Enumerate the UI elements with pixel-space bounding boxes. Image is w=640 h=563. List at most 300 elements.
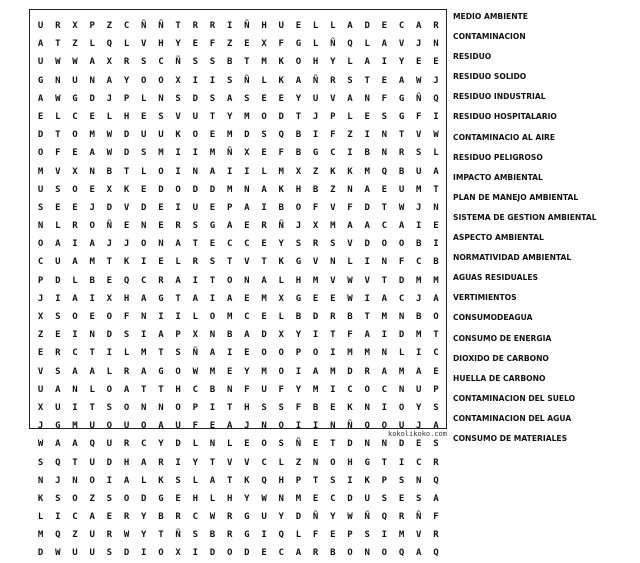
grid-letter: J xyxy=(106,239,113,250)
word-list-item: RESIDUO SOLIDO xyxy=(453,72,527,82)
grid-letter: D xyxy=(364,202,370,213)
grid-letter: O xyxy=(175,184,181,195)
grid-letter: I xyxy=(55,293,61,304)
grid-letter: E xyxy=(244,348,250,359)
grid-letter: M xyxy=(37,530,44,541)
grid-letter: N xyxy=(433,202,439,213)
grid-letter: C xyxy=(244,239,250,250)
grid-letter: E xyxy=(261,312,267,322)
grid-letter: V xyxy=(312,257,319,268)
grid-letter: V xyxy=(330,275,336,286)
word-list-item: DIOXIDO DE CARBONO xyxy=(453,353,549,363)
grid-letter: O xyxy=(295,57,302,68)
grid-letter: O xyxy=(330,457,336,468)
grid-letter: W xyxy=(347,293,353,304)
grid-letter: R xyxy=(330,75,336,86)
grid-letter: S xyxy=(192,221,198,232)
grid-letter: F xyxy=(209,39,216,50)
grid-letter: O xyxy=(226,275,233,286)
grid-letter: I xyxy=(364,130,370,141)
grid-letter: U xyxy=(106,439,113,450)
grid-letter: R xyxy=(398,512,405,523)
word-list-item: PLAN DE MANEJO AMBIENTAL xyxy=(453,192,579,202)
grid-letter: N xyxy=(381,148,388,159)
grid-letter: D xyxy=(398,275,405,286)
grid-letter: E xyxy=(278,93,284,104)
grid-letter: O xyxy=(278,348,284,359)
grid-letter: R xyxy=(226,512,233,523)
grid-letter: E xyxy=(226,366,233,377)
grid-letter: Ñ xyxy=(295,439,302,450)
grid-letter: C xyxy=(416,257,422,268)
grid-letter: D xyxy=(398,439,405,450)
grid-letter: C xyxy=(398,21,405,31)
grid-letter: S xyxy=(175,93,181,104)
grid-letter: L xyxy=(141,166,147,177)
grid-letter: T xyxy=(226,257,233,268)
grid-letter: I xyxy=(175,457,181,468)
grid-letter: G xyxy=(72,93,78,104)
grid-letter: I xyxy=(295,421,302,432)
grid-letter: K xyxy=(158,475,164,486)
grid-letter: Y xyxy=(278,239,284,250)
grid-letter: L xyxy=(261,75,267,86)
grid-letter: F xyxy=(347,202,353,213)
grid-letter: P xyxy=(347,530,353,541)
grid-letter: M xyxy=(381,312,388,322)
grid-letter: D xyxy=(141,493,147,504)
word-list-item: VERTIMIENTOS xyxy=(453,293,517,303)
grid-letter: S xyxy=(141,148,147,159)
grid-letter: Q xyxy=(433,93,439,104)
grid-letter: T xyxy=(106,257,113,268)
grid-letter: Z xyxy=(106,21,113,31)
grid-letter: Z xyxy=(347,130,353,141)
grid-letter: N xyxy=(381,257,388,268)
grid-letter: T xyxy=(433,184,439,195)
grid-letter: I xyxy=(312,130,319,141)
grid-letter: N xyxy=(381,348,388,359)
grid-letter: L xyxy=(347,257,353,268)
grid-letter: V xyxy=(244,457,250,468)
grid-letter: T xyxy=(295,111,302,122)
grid-letter: Q xyxy=(278,530,284,541)
grid-letter: V xyxy=(37,366,44,377)
grid-letter: I xyxy=(175,312,181,322)
grid-letter: P xyxy=(330,111,336,122)
grid-letter: I xyxy=(209,293,216,304)
grid-letter: A xyxy=(416,548,422,559)
grid-letter: E xyxy=(381,75,388,86)
grid-letter: Ñ xyxy=(364,512,370,523)
grid-letter: G xyxy=(295,257,302,268)
grid-letter: A xyxy=(261,275,267,286)
grid-letter: X xyxy=(72,21,78,31)
grid-letter: C xyxy=(141,439,147,450)
grid-letter: O xyxy=(141,75,147,86)
grid-letter: I xyxy=(192,275,198,286)
grid-letter: P xyxy=(175,330,181,341)
grid-letter: Z xyxy=(295,457,302,468)
grid-letter: N xyxy=(347,184,353,195)
grid-letter: X xyxy=(175,75,181,86)
grid-letter: B xyxy=(158,512,164,523)
word-list-item: CONTAMINACION xyxy=(453,32,526,42)
grid-letter: Y xyxy=(295,93,302,104)
grid-letter: M xyxy=(312,384,319,395)
grid-letter: D xyxy=(106,457,113,468)
grid-letter: P xyxy=(89,21,95,31)
grid-letter: I xyxy=(89,293,95,304)
grid-letter: M xyxy=(37,166,44,177)
grid-letter: R xyxy=(55,348,61,359)
grid-letter: B xyxy=(226,330,233,341)
grid-letter: S xyxy=(416,148,422,159)
grid-letter: M xyxy=(226,130,233,141)
grid-letter: O xyxy=(106,384,113,395)
grid-letter: Y xyxy=(416,402,422,413)
grid-letter: M xyxy=(347,348,353,359)
grid-letter: W xyxy=(106,148,113,159)
grid-letter: Ñ xyxy=(244,75,250,86)
grid-letter: U xyxy=(89,530,95,541)
word-list-item: CONSUMO DE MATERIALES xyxy=(453,433,568,443)
grid-letter: Y xyxy=(175,39,181,50)
grid-letter: N xyxy=(364,93,370,104)
grid-letter: A xyxy=(89,512,95,523)
grid-letter: V xyxy=(226,457,233,468)
grid-letter: L xyxy=(347,57,353,68)
grid-letter: I xyxy=(398,457,405,468)
word-list-item: SISTEMA DE GESTION AMBIENTAL xyxy=(453,212,597,222)
grid-letter: I xyxy=(381,57,388,68)
grid-letter: A xyxy=(244,202,250,213)
grid-letter: F xyxy=(433,512,439,523)
grid-letter: E xyxy=(72,148,78,159)
grid-letter: C xyxy=(278,548,284,559)
grid-letter: E xyxy=(433,366,439,377)
grid-letter: U xyxy=(416,384,422,395)
grid-letter: A xyxy=(312,366,319,377)
grid-letter: T xyxy=(364,75,370,86)
grid-letter: A xyxy=(433,293,439,304)
grid-letter: L xyxy=(278,457,284,468)
grid-letter: S xyxy=(106,402,113,413)
grid-letter: O xyxy=(278,421,284,432)
grid-letter: A xyxy=(364,184,370,195)
grid-letter: J xyxy=(244,421,250,432)
grid-letter: L xyxy=(37,512,44,523)
grid-letter: Q xyxy=(381,166,388,177)
grid-letter: C xyxy=(330,493,336,504)
grid-letter: S xyxy=(226,75,233,86)
grid-letter: B xyxy=(295,130,302,141)
grid-letter: M xyxy=(416,184,422,195)
grid-letter: F xyxy=(347,330,353,341)
grid-letter: N xyxy=(364,548,370,559)
grid-letter: B xyxy=(416,312,422,322)
grid-letter: S xyxy=(433,402,439,413)
grid-letter: I xyxy=(347,475,353,486)
grid-letter: I xyxy=(175,166,181,177)
grid-letter: R xyxy=(55,21,61,31)
grid-letter: O xyxy=(141,239,147,250)
grid-letter: F xyxy=(55,148,61,159)
grid-letter: I xyxy=(55,512,61,523)
grid-letter: Y xyxy=(330,57,336,68)
grid-letter: K xyxy=(123,184,130,195)
grid-letter: N xyxy=(209,330,216,341)
grid-letter: E xyxy=(312,493,319,504)
grid-letter: A xyxy=(158,421,164,432)
grid-letter: E xyxy=(141,184,147,195)
grid-letter: I xyxy=(72,239,78,250)
grid-letter: Q xyxy=(55,530,61,541)
grid-letter: V xyxy=(141,39,147,50)
grid-letter: T xyxy=(312,475,319,486)
grid-letter: E xyxy=(398,493,405,504)
grid-letter: O xyxy=(123,402,130,413)
grid-letter: U xyxy=(192,202,198,213)
grid-letter: A xyxy=(175,239,181,250)
grid-letter: N xyxy=(398,312,405,322)
grid-letter: A xyxy=(72,293,78,304)
grid-letter: E xyxy=(295,21,302,31)
grid-letter: A xyxy=(72,257,78,268)
grid-letter: F xyxy=(192,421,198,432)
grid-letter: K xyxy=(244,475,250,486)
grid-letter: N xyxy=(89,75,95,86)
grid-letter: R xyxy=(123,439,130,450)
grid-letter: X xyxy=(278,293,284,304)
grid-letter: A xyxy=(123,384,130,395)
grid-letter: C xyxy=(416,457,422,468)
grid-letter: A xyxy=(209,348,216,359)
grid-letter: T xyxy=(364,312,370,322)
grid-letter: R xyxy=(123,512,130,523)
grid-letter: I xyxy=(141,257,147,268)
grid-letter: T xyxy=(226,402,233,413)
grid-letter: E xyxy=(158,202,164,213)
grid-letter: Ñ xyxy=(330,39,336,50)
grid-letter: I xyxy=(330,348,336,359)
grid-letter: G xyxy=(295,293,302,304)
grid-letter: E xyxy=(312,293,319,304)
grid-letter: V xyxy=(175,111,181,122)
grid-letter: X xyxy=(261,39,267,50)
grid-letter: N xyxy=(330,421,336,432)
grid-letter: Ñ xyxy=(416,93,422,104)
grid-letter: P xyxy=(295,475,302,486)
grid-letter: O xyxy=(381,421,388,432)
grid-letter: D xyxy=(123,548,130,559)
grid-letter: O xyxy=(381,548,388,559)
grid-letter: T xyxy=(158,348,164,359)
grid-letter: X xyxy=(312,221,319,232)
grid-letter: S xyxy=(330,239,336,250)
grid-letter: J xyxy=(433,75,439,86)
grid-letter: Q xyxy=(398,548,405,559)
grid-letter: K xyxy=(278,184,284,195)
grid-letter: X xyxy=(175,548,181,559)
grid-letter: S xyxy=(347,75,353,86)
grid-letter: E xyxy=(312,439,319,450)
grid-letter: A xyxy=(295,548,302,559)
grid-letter: S xyxy=(398,475,405,486)
grid-letter: J xyxy=(89,202,95,213)
grid-letter: E xyxy=(433,221,439,232)
grid-letter: Y xyxy=(158,439,164,450)
grid-letter: U xyxy=(37,21,44,31)
grid-letter: A xyxy=(89,148,95,159)
grid-letter: M xyxy=(141,348,147,359)
grid-letter: P xyxy=(381,475,388,486)
grid-letter: I xyxy=(312,421,319,432)
grid-letter: T xyxy=(175,293,181,304)
grid-letter: X xyxy=(37,312,44,322)
grid-letter: S xyxy=(106,548,113,559)
grid-letter: T xyxy=(89,402,95,413)
grid-letter: D xyxy=(141,202,147,213)
grid-letter: R xyxy=(123,366,130,377)
grid-letter: Q xyxy=(106,39,113,50)
grid-letter: B xyxy=(209,530,216,541)
grid-letter: H xyxy=(175,384,181,395)
grid-letter: R xyxy=(433,530,439,541)
grid-letter: O xyxy=(106,421,113,432)
grid-letter: D xyxy=(55,275,61,286)
grid-letter: N xyxy=(141,402,147,413)
grid-letter: F xyxy=(244,384,250,395)
grid-letter: D xyxy=(347,366,353,377)
grid-letter: O xyxy=(261,111,267,122)
grid-letter: J xyxy=(416,202,422,213)
grid-letter: D xyxy=(347,493,353,504)
grid-letter: S xyxy=(295,239,302,250)
grid-letter: B xyxy=(106,166,113,177)
grid-letter: T xyxy=(244,57,250,68)
grid-letter: A xyxy=(347,93,353,104)
grid-letter: C xyxy=(330,148,336,159)
grid-letter: R xyxy=(175,512,181,523)
grid-letter: I xyxy=(175,148,181,159)
grid-letter: W xyxy=(55,57,61,68)
grid-letter: A xyxy=(433,493,439,504)
grid-letter: M xyxy=(72,421,78,432)
grid-letter: W xyxy=(416,75,422,86)
grid-letter: O xyxy=(72,493,78,504)
grid-letter: X xyxy=(106,184,113,195)
grid-letter: H xyxy=(295,275,302,286)
grid-letter: Ñ xyxy=(312,512,319,523)
grid-letter: O xyxy=(209,312,216,322)
grid-letter: K xyxy=(123,257,130,268)
grid-letter: H xyxy=(158,39,164,50)
grid-letter: I xyxy=(226,348,233,359)
grid-letter: D xyxy=(364,239,370,250)
grid-letter: U xyxy=(278,21,284,31)
grid-letter: T xyxy=(261,257,267,268)
grid-letter: S xyxy=(175,475,181,486)
letter-grid xyxy=(32,17,445,563)
grid-letter: A xyxy=(141,457,147,468)
word-list-item: RESIDUO xyxy=(453,52,492,62)
grid-letter: K xyxy=(278,257,284,268)
grid-letter: O xyxy=(123,493,130,504)
grid-letter: U xyxy=(89,548,95,559)
grid-letter: E xyxy=(37,348,44,359)
grid-letter: S xyxy=(192,57,198,68)
grid-letter: A xyxy=(416,366,422,377)
grid-letter: Q xyxy=(381,512,388,523)
grid-letter: A xyxy=(209,475,216,486)
grid-letter: S xyxy=(175,348,181,359)
grid-letter: E xyxy=(330,402,336,413)
grid-letter: Q xyxy=(123,275,130,286)
grid-letter: Q xyxy=(55,457,61,468)
grid-letter: E xyxy=(106,512,113,523)
grid-letter: V xyxy=(244,257,250,268)
grid-letter: A xyxy=(192,293,198,304)
grid-letter: N xyxy=(381,130,388,141)
grid-letter: D xyxy=(192,184,198,195)
grid-letter: Y xyxy=(398,57,405,68)
grid-letter: S xyxy=(278,439,284,450)
grid-letter: M xyxy=(330,366,336,377)
grid-letter: F xyxy=(312,202,319,213)
grid-letter: N xyxy=(416,475,422,486)
grid-letter: U xyxy=(123,421,130,432)
grid-letter: D xyxy=(398,330,405,341)
grid-letter: B xyxy=(433,257,439,268)
grid-letter: W xyxy=(209,512,216,523)
grid-letter: I xyxy=(209,75,216,86)
grid-letter: N xyxy=(141,221,147,232)
grid-letter: D xyxy=(209,184,216,195)
grid-letter: A xyxy=(37,39,44,50)
grid-letter: D xyxy=(278,111,284,122)
grid-letter: A xyxy=(433,421,439,432)
grid-letter: L xyxy=(192,475,198,486)
grid-letter: E xyxy=(123,221,130,232)
grid-letter: I xyxy=(347,148,353,159)
grid-letter: A xyxy=(209,166,216,177)
grid-letter: S xyxy=(158,111,164,122)
grid-letter: N xyxy=(364,439,370,450)
grid-letter: E xyxy=(55,202,61,213)
grid-letter: V xyxy=(123,202,130,213)
grid-letter: O xyxy=(141,421,147,432)
grid-letter: Ñ xyxy=(192,348,198,359)
grid-letter: O xyxy=(433,312,439,322)
grid-letter: J xyxy=(37,421,44,432)
grid-letter: M xyxy=(416,275,422,286)
grid-letter: T xyxy=(209,457,216,468)
grid-letter: I xyxy=(106,475,113,486)
grid-letter: W xyxy=(261,493,267,504)
grid-letter: M xyxy=(261,293,267,304)
grid-letter: G xyxy=(312,148,319,159)
grid-letter: L xyxy=(89,39,95,50)
grid-letter: I xyxy=(72,330,78,341)
grid-letter: L xyxy=(278,312,284,322)
grid-letter: O xyxy=(158,166,164,177)
grid-letter: C xyxy=(381,221,388,232)
grid-letter: U xyxy=(364,493,370,504)
grid-letter: K xyxy=(278,57,284,68)
grid-letter: V xyxy=(330,93,336,104)
grid-letter: L xyxy=(89,384,95,395)
